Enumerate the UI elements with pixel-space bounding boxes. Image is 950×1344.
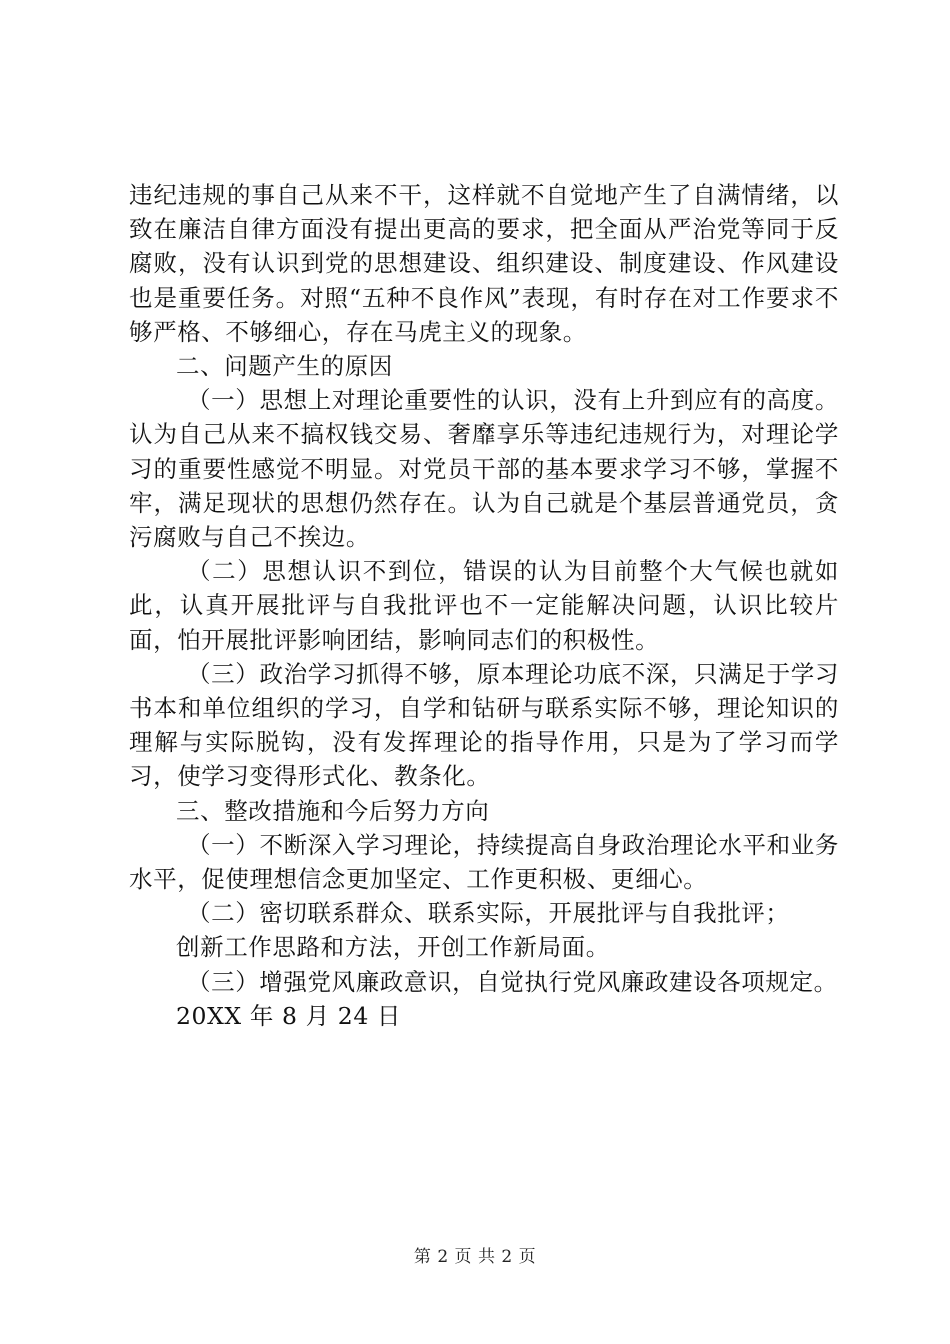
- paragraph-measure-2: （二）密切联系群众、联系实际，开展批评与自我批评；: [187, 899, 790, 928]
- document-date: 20XX 年 8 月 24 日: [176, 1001, 402, 1030]
- paragraph-continuation: 违纪违规的事自己从来不干，这样就不自觉地产生了自满情绪，以致在廉洁自律方面没有提出更高的要求，把全面从严治党等同于反腐败，没有认识到党的思想建设、组织建设、制度建设、作风建设也是重要任务。对照“五种不良作风”表现，有时存在对工作要求不够严格、不够细心，存在马虎主义的现象。: [129, 181, 839, 346]
- section-heading-measures: 三、整改措施和今后努力方向: [176, 796, 490, 825]
- paragraph-cause-2: （二）思想认识不到位，错误的认为目前整个大气候也就如此，认真开展批评与自我批评也不一定能解决问题，认识比较片面，怕开展批评影响团结，影响同志们的积极性。: [129, 557, 839, 654]
- paragraph-cause-1: （一）思想上对理论重要性的认识，没有上升到应有的高度。认为自己从来不搞权钱交易、奢靡享乐等违纪违规行为，对理论学习的重要性感觉不明显。对党员干部的基本要求学习不够，掌握不牢，满足现状的思想仍然存在。认为自己就是个基层普通党员，贪污腐败与自己不挨边。: [129, 386, 839, 552]
- document-body: [129, 178, 839, 1033]
- section-heading-causes: 二、问题产生的原因: [176, 352, 393, 381]
- paragraph-measure-2-continued: 创新工作思路和方法，开创工作新局面。: [176, 933, 610, 962]
- page-number-footer: 第 2 页 共 2 页: [413, 1247, 537, 1267]
- paragraph-cause-3: （三）政治学习抓得不够，原本理论功底不深，只满足于学习书本和单位组织的学习，自学和钻研与联系实际不够，理论知识的理解与实际脱钩，没有发挥理论的指导作用，只是为了学习而学习，使学习变得形式化、教条化。: [129, 659, 839, 791]
- paragraph-measure-3: （三）增强党风廉政意识，自觉执行党风廉政建设各项规定。: [187, 967, 838, 996]
- paragraph-measure-1: （一）不断深入学习理论，持续提高自身政治理论水平和业务水平，促使理想信念更加坚定、工作更积极、更细心。: [129, 830, 839, 894]
